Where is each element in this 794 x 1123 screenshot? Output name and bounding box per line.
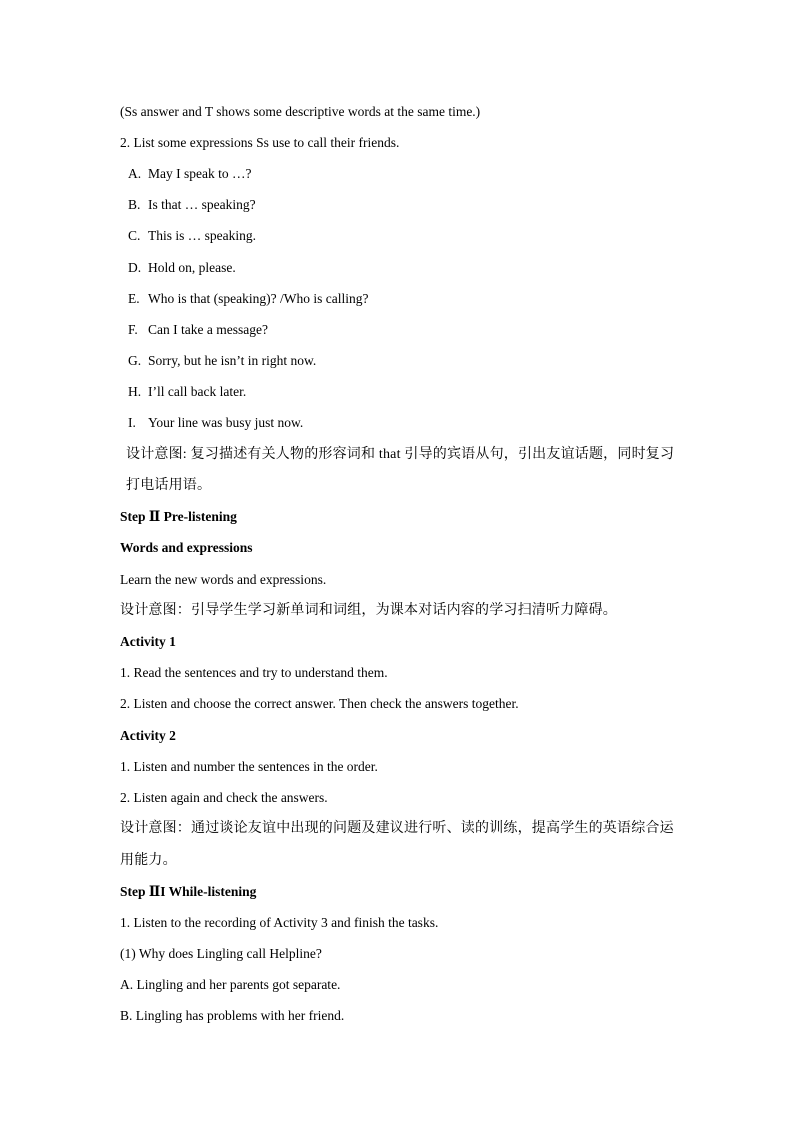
words-text: Learn the new words and expressions.	[120, 572, 327, 587]
expression-item	[128, 383, 246, 401]
expression-text: May I speak to …?	[148, 166, 252, 181]
expression-text: Your line was busy just now.	[148, 415, 304, 430]
expression-item	[128, 165, 251, 183]
design-intent-1-line-1: 设计意图: 复习描述有关人物的形容词和 that 引导的宾语从句，引出友谊话题，同时复习	[126, 447, 675, 462]
step-3-item: 1. Listen to the recording of Activity 3 and finish the tasks.	[120, 915, 439, 930]
expression-letter: E.	[128, 291, 140, 306]
expression-text: Can I take a message?	[148, 322, 268, 337]
expression-item	[128, 227, 256, 245]
expression-letter: F.	[128, 322, 138, 337]
expression-letter: H.	[128, 384, 142, 399]
expression-text: Sorry, but he isn’t in right now.	[148, 353, 317, 368]
expression-letter: G.	[128, 353, 142, 368]
expression-text: Who is that (speaking)? /Who is calling?	[148, 291, 369, 306]
activity-1-item: 1. Read the sentences and try to understand them.	[120, 665, 388, 680]
activity-2-heading: Activity 2	[120, 728, 176, 743]
activity-2-item: 1. Listen and number the sentences in the order.	[120, 759, 378, 774]
expression-text: I’ll call back later.	[148, 384, 247, 399]
step-2-heading: Step Ⅱ Pre-listening	[120, 509, 237, 524]
step-3-item: A. Lingling and her parents got separate.	[120, 977, 341, 992]
intro-note: (Ss answer and T shows some descriptive words at the same time.)	[120, 104, 481, 119]
activity-1-item: 2. Listen and choose the correct answer. Then check the answers together.	[120, 696, 519, 711]
activity-2-item: 2. Listen again and check the answers.	[120, 790, 328, 805]
expression-letter: I.	[128, 415, 136, 430]
step-3-item: B. Lingling has problems with her friend.	[120, 1008, 345, 1023]
words-heading: Words and expressions	[120, 540, 253, 555]
expression-item	[128, 259, 236, 277]
activity-1-heading: Activity 1	[120, 634, 176, 649]
expression-item	[128, 196, 256, 214]
expression-item	[128, 414, 303, 432]
design-intent-3-line-1: 设计意图：通过谈论友谊中出现的问题及建议进行听、读的训练，提高学生的英语综合运	[120, 821, 674, 836]
design-intent-2: 设计意图：引导学生学习新单词和词组，为课本对话内容的学习扫清听力障碍。	[120, 603, 617, 618]
design-intent-1-line-2: 打电话用语。	[126, 478, 212, 493]
step-3-heading: Step ⅡI While-listening	[120, 884, 257, 899]
list-prompt: 2. List some expressions Ss use to call their friends.	[120, 135, 400, 150]
expression-text: Is that … speaking?	[148, 197, 256, 212]
expression-letter: C.	[128, 228, 141, 243]
expression-text: Hold on, please.	[148, 260, 236, 275]
step-3-item: (1) Why does Lingling call Helpline?	[120, 946, 322, 961]
expression-item	[128, 321, 268, 339]
expression-item	[128, 352, 316, 370]
design-intent-3-line-2: 用能力。	[120, 853, 177, 868]
expression-letter: D.	[128, 260, 142, 275]
expression-letter: A.	[128, 166, 142, 181]
expression-text: This is … speaking.	[148, 228, 256, 243]
expression-item	[128, 290, 368, 308]
expression-letter: B.	[128, 197, 141, 212]
